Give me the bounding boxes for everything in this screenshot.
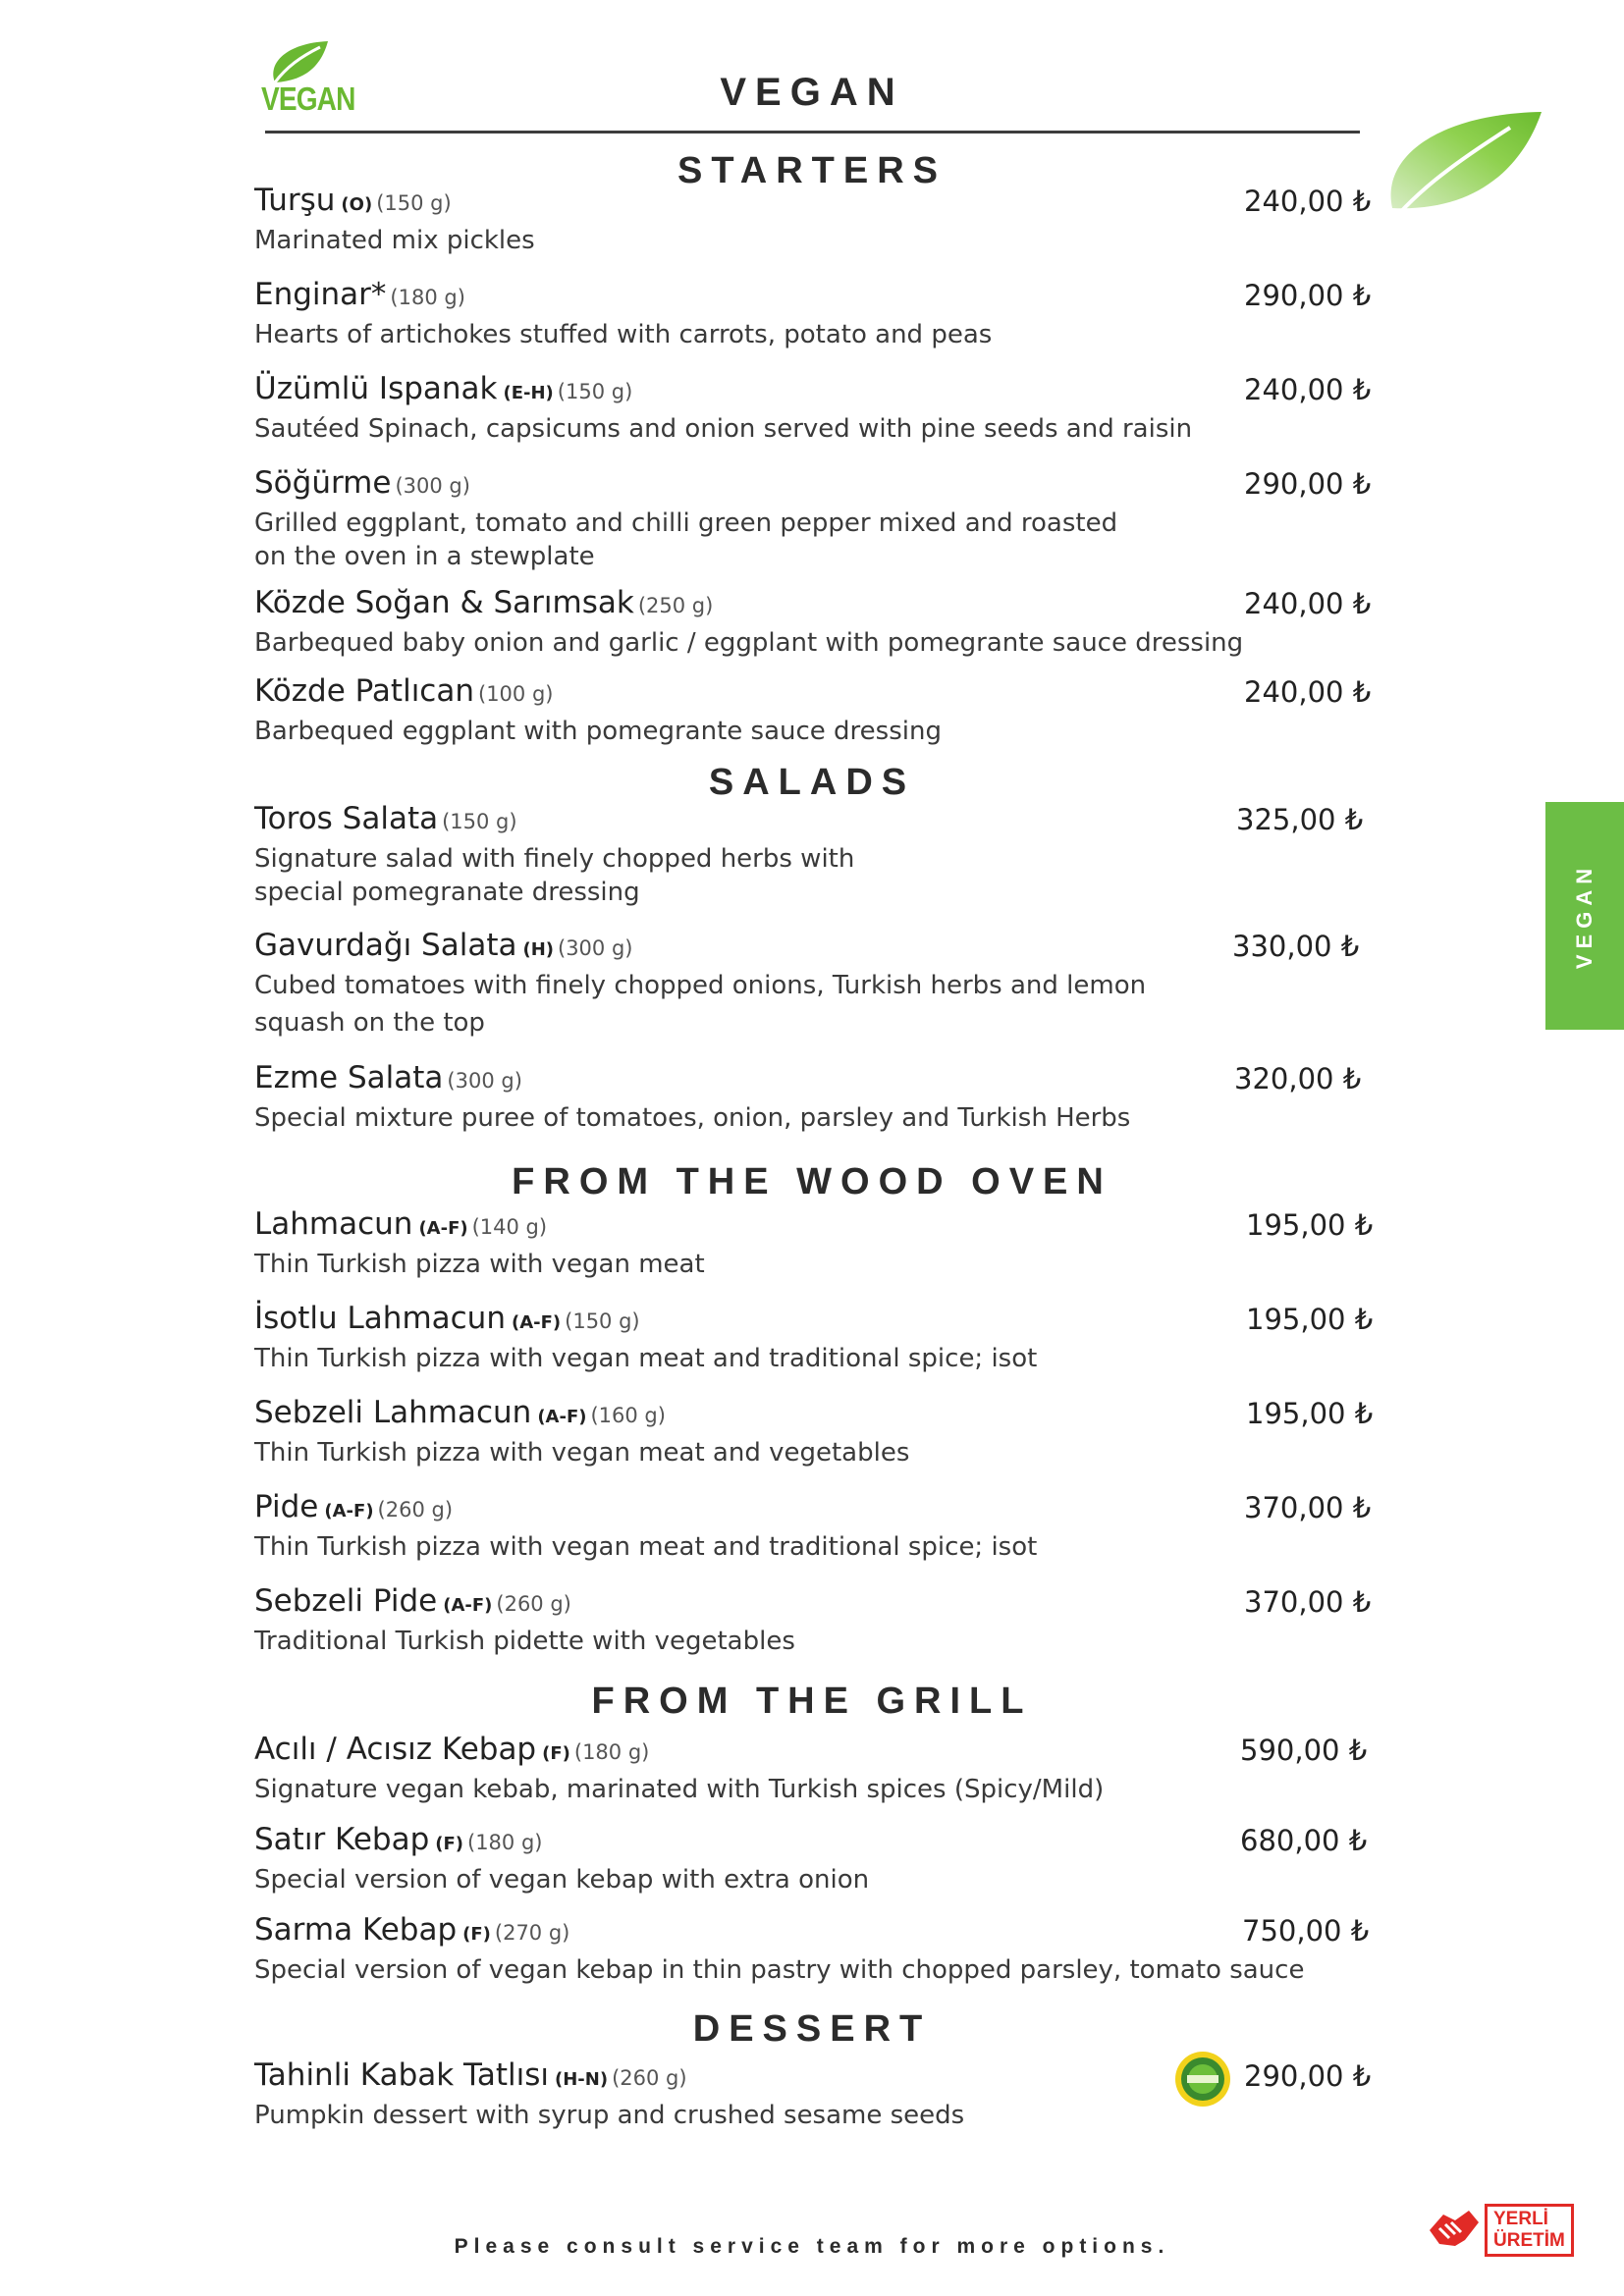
item-price: 330,00 ₺ [1232, 930, 1360, 963]
item-allergen: (F) [435, 1834, 463, 1854]
item-weight: (150 g) [376, 191, 452, 215]
item-allergen: (H-N) [555, 2069, 609, 2090]
item-price: 195,00 ₺ [1246, 1208, 1374, 1242]
item-allergen: (H) [522, 939, 554, 960]
item-description: Special version of vegan kebap in thin pastry with chopped parsley, tomato sauce [254, 1955, 1305, 1985]
item-weight: (180 g) [467, 1831, 543, 1854]
item-description: Special mixture puree of tomatoes, onion, parsley and Turkish Herbs [254, 1103, 1131, 1133]
item-weight: (150 g) [557, 380, 633, 403]
item-name: Sebzeli Pide [254, 1583, 438, 1619]
item-name: İsotlu Lahmacun [254, 1301, 506, 1336]
item-name: Enginar* [254, 277, 387, 312]
menu-item [254, 1732, 1374, 1806]
item-name: Közde Soğan & Sarımsak [254, 585, 634, 620]
item-name: Sebzeli Lahmacun [254, 1395, 532, 1430]
item-allergen: (A-F) [418, 1218, 468, 1239]
item-allergen: (E-H) [503, 383, 554, 403]
menu-item [254, 371, 1374, 446]
item-price: 290,00 ₺ [1244, 2059, 1372, 2093]
item-name: Gavurdağı Salata [254, 928, 517, 963]
item-price: 325,00 ₺ [1236, 803, 1364, 836]
yerli-uretim-logo [1426, 2201, 1563, 2254]
item-weight: (180 g) [573, 1740, 650, 1764]
item-weight: (150 g) [442, 810, 517, 833]
item-price: 240,00 ₺ [1244, 373, 1372, 406]
item-name: Acılı / Acısız Kebap [254, 1732, 537, 1767]
item-price: 370,00 ₺ [1244, 1491, 1372, 1524]
item-description: Signature vegan kebab, marinated with Turkish spices (Spicy/Mild) [254, 1775, 1105, 1804]
item-description: Pumpkin dessert with syrup and crushed sesame seeds [254, 2101, 965, 2130]
menu-item [254, 1060, 1374, 1135]
section-title-dessert: DESSERT [692, 2008, 932, 2050]
page-title: VEGAN [720, 71, 904, 114]
item-description: Signature salad with finely chopped herbs with [254, 844, 855, 874]
local-product-seal-icon [1173, 2050, 1232, 2109]
menu-item [254, 277, 1374, 351]
side-tab-vegan[interactable] [1545, 802, 1624, 1030]
item-description: Traditional Turkish pidette with vegetables [254, 1627, 795, 1656]
section-title-wood-oven: FROM THE WOOD OVEN [512, 1161, 1112, 1202]
yerli-line2: ÜRETİM [1493, 2230, 1565, 2251]
item-description: Thin Turkish pizza with vegan meat and traditional spice; isot [254, 1344, 1038, 1373]
item-weight: (140 g) [471, 1215, 548, 1239]
item-name: Pide [254, 1489, 319, 1524]
vegan-logo-text: VEGAN [261, 80, 355, 117]
item-name: Sarma Kebap [254, 1912, 458, 1948]
item-price: 195,00 ₺ [1246, 1397, 1374, 1430]
section-title-salads: SALADS [708, 762, 916, 803]
item-price: 590,00 ₺ [1240, 1734, 1368, 1767]
item-description: Barbequed baby onion and garlic / eggplant with pomegrante sauce dressing [254, 628, 1244, 658]
section-title-starters: STARTERS [677, 150, 947, 191]
item-name: Turşu [254, 183, 336, 218]
item-weight: (250 g) [637, 594, 714, 617]
menu-item [254, 673, 1374, 748]
item-weight: (270 g) [494, 1921, 570, 1945]
item-price: 290,00 ₺ [1244, 467, 1372, 501]
item-weight: (260 g) [612, 2066, 687, 2090]
menu-item [254, 585, 1374, 660]
menu-item [254, 1395, 1374, 1469]
item-weight: (260 g) [377, 1498, 454, 1522]
handshake-icon [1426, 2201, 1481, 2254]
menu-item [254, 1206, 1374, 1281]
item-name: Közde Patlıcan [254, 673, 474, 709]
item-description: Hearts of artichokes stuffed with carrots, potato and peas [254, 320, 993, 349]
item-allergen: (O) [341, 194, 373, 215]
item-description-line2: special pomegranate dressing [254, 878, 640, 907]
menu-item [254, 928, 1374, 1040]
menu-item [254, 1583, 1374, 1658]
item-price: 680,00 ₺ [1240, 1824, 1368, 1857]
item-allergen: (A-F) [511, 1312, 562, 1333]
item-weight: (300 g) [447, 1069, 522, 1093]
menu-item [254, 183, 1374, 257]
menu-item [254, 1301, 1374, 1375]
item-description: Special version of vegan kebap with extra onion [254, 1865, 870, 1895]
item-description: Thin Turkish pizza with vegan meat and traditional spice; isot [254, 1532, 1038, 1562]
item-allergen: (A-F) [537, 1407, 587, 1427]
item-price: 370,00 ₺ [1244, 1585, 1372, 1619]
item-allergen: (A-F) [324, 1501, 374, 1522]
yerli-line1: YERLİ [1493, 2209, 1548, 2229]
item-name: Lahmacun [254, 1206, 413, 1242]
item-description: Cubed tomatoes with finely chopped onions, Turkish herbs and lemon [254, 971, 1147, 1000]
item-name: Ezme Salata [254, 1060, 444, 1095]
item-description-line2: on the oven in a stewplate [254, 542, 595, 571]
item-price: 240,00 ₺ [1244, 675, 1372, 709]
menu-item [254, 465, 1374, 573]
item-name: Üzümlü Ispanak [254, 371, 498, 406]
item-weight: (300 g) [395, 474, 470, 498]
item-name: Satır Kebap [254, 1822, 430, 1857]
title-divider [265, 131, 1360, 133]
item-price: 195,00 ₺ [1246, 1303, 1374, 1336]
section-title-grill: FROM THE GRILL [591, 1681, 1033, 1722]
item-weight: (260 g) [496, 1592, 571, 1616]
item-name: Toros Salata [254, 801, 439, 836]
item-price: 750,00 ₺ [1242, 1914, 1370, 1948]
item-allergen: (A-F) [443, 1595, 493, 1616]
item-weight: (300 g) [558, 936, 633, 960]
item-allergen: (F) [462, 1924, 491, 1945]
menu-item [254, 1822, 1374, 1896]
item-weight: (160 g) [590, 1404, 666, 1427]
item-price: 240,00 ₺ [1244, 587, 1372, 620]
item-description: Grilled eggplant, tomato and chilli green pepper mixed and roasted [254, 508, 1118, 538]
item-description: Sautéed Spinach, capsicums and onion served with pine seeds and raisin [254, 414, 1193, 444]
menu-item [254, 1489, 1374, 1564]
side-tab-label: VEGAN [1572, 862, 1597, 970]
item-description: Thin Turkish pizza with vegan meat [254, 1250, 705, 1279]
footer-note: Please consult service team for more options. [454, 2235, 1170, 2258]
item-name: Söğürme [254, 465, 392, 501]
item-weight: (180 g) [390, 286, 465, 309]
item-price: 320,00 ₺ [1234, 1062, 1362, 1095]
menu-item [254, 1912, 1374, 1987]
item-name: Tahinli Kabak Tatlısı [254, 2057, 549, 2093]
item-weight: (100 g) [478, 682, 554, 706]
menu-item [254, 801, 1374, 909]
item-price: 240,00 ₺ [1244, 185, 1372, 218]
item-price: 290,00 ₺ [1244, 279, 1372, 312]
item-description-line2: squash on the top [254, 1008, 485, 1038]
item-allergen: (F) [542, 1743, 570, 1764]
item-weight: (150 g) [565, 1309, 640, 1333]
item-description: Barbequed eggplant with pomegrante sauce dressing [254, 717, 942, 746]
item-description: Thin Turkish pizza with vegan meat and vegetables [254, 1438, 910, 1468]
item-description: Marinated mix pickles [254, 226, 535, 255]
